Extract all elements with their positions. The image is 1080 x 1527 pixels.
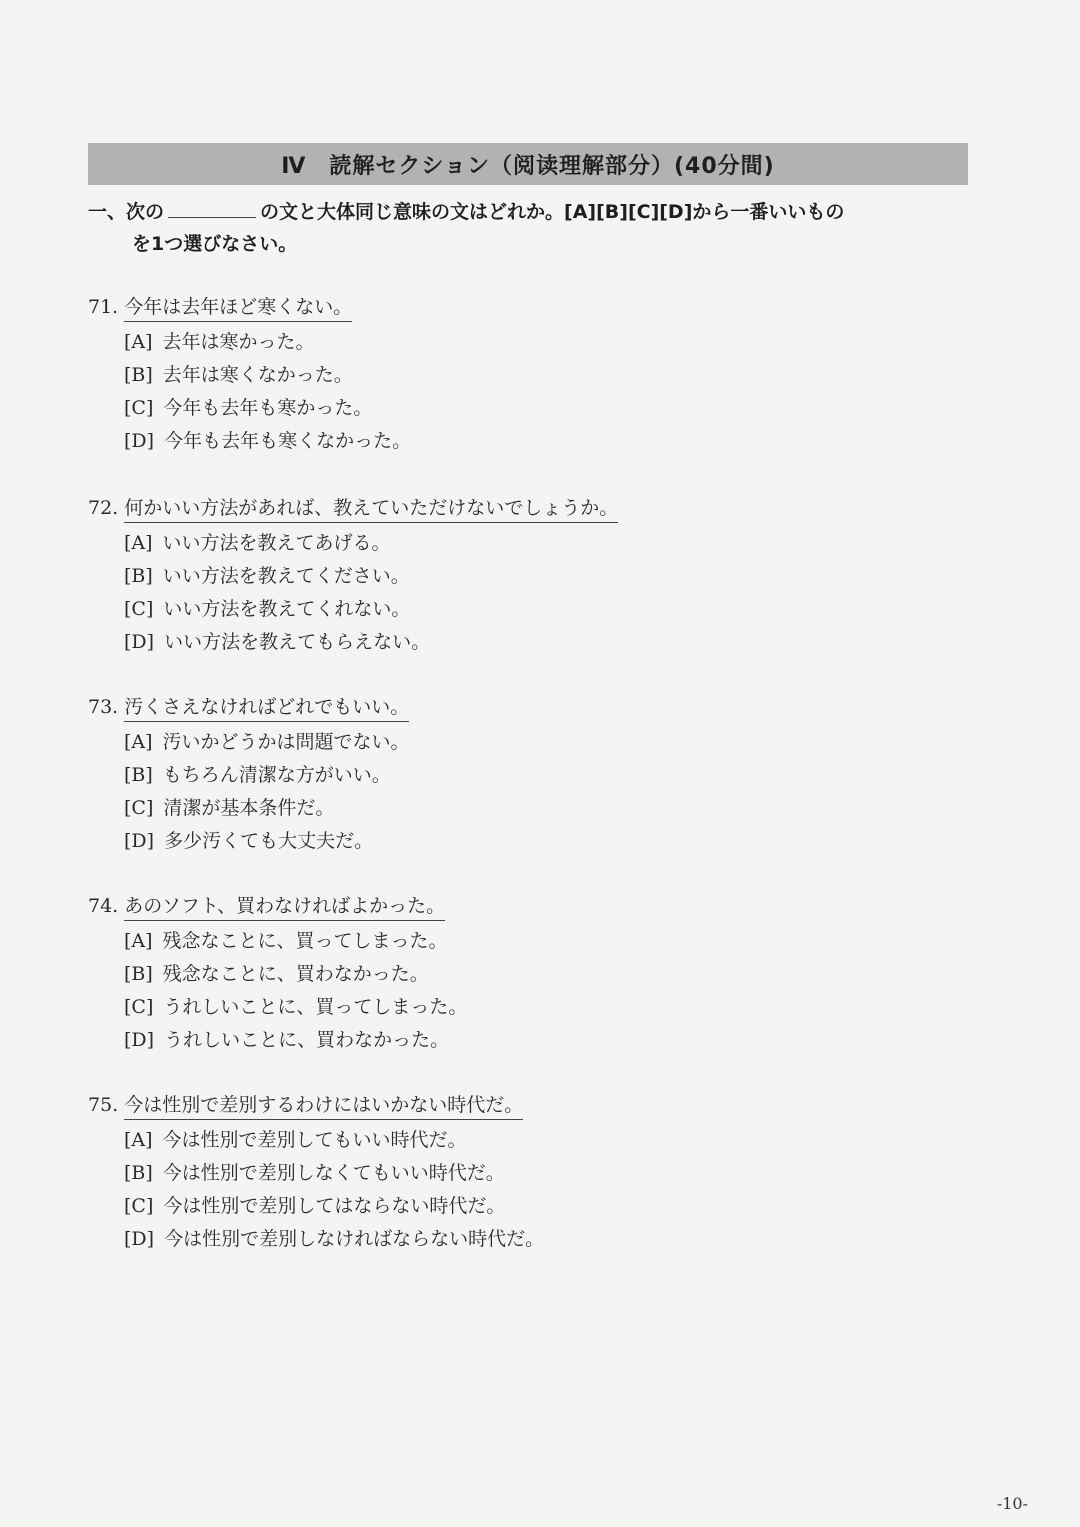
option-c[interactable]	[124, 392, 988, 425]
option-text: 去年は寒かった。	[162, 331, 315, 353]
option-letter: [C]	[124, 797, 154, 819]
option-text: 去年は寒くなかった。	[162, 364, 353, 386]
question-75	[88, 1090, 988, 1256]
option-letter: [D]	[124, 1228, 155, 1250]
option-c[interactable]	[124, 792, 988, 825]
option-c[interactable]	[124, 593, 988, 626]
option-d[interactable]	[124, 626, 988, 659]
question-73	[88, 692, 988, 858]
option-text: 残念なことに、買ってしまった。	[162, 930, 448, 952]
question-74	[88, 891, 988, 1057]
option-text: うれしいことに、買わなかった。	[164, 1029, 450, 1051]
option-letter: [A]	[124, 331, 153, 353]
question-stem: 汚くさえなければどれでもいい。	[124, 694, 409, 722]
option-letter: [C]	[124, 397, 154, 419]
option-a[interactable]	[124, 326, 988, 359]
page-number: -10-	[996, 1494, 1028, 1513]
option-text: 今年も去年も寒くなかった。	[164, 430, 412, 452]
option-letter: [B]	[124, 1162, 153, 1184]
option-a[interactable]	[124, 726, 988, 759]
question-stem: 今年は去年ほど寒くない。	[124, 294, 352, 322]
option-b[interactable]	[124, 1157, 988, 1190]
option-letter: [D]	[124, 631, 155, 653]
option-b[interactable]	[124, 359, 988, 392]
option-d[interactable]	[124, 825, 988, 858]
question-number: 71.	[88, 296, 119, 318]
option-letter: [C]	[124, 1195, 154, 1217]
option-c[interactable]	[124, 1190, 988, 1223]
option-text: 残念なことに、買わなかった。	[162, 963, 429, 985]
section-header	[88, 143, 968, 185]
question-71	[88, 292, 988, 458]
option-text: もちろん清潔な方がいい。	[162, 764, 391, 786]
question-stem: 何かいい方法があれば、教えていただけないでしょうか。	[124, 495, 618, 523]
option-text: いい方法を教えてくれない。	[163, 598, 411, 620]
option-text: うれしいことに、買ってしまった。	[163, 996, 468, 1018]
option-letter: [B]	[124, 764, 153, 786]
underline-blank	[168, 197, 256, 218]
instructions-part3: を1つ選びなさい。	[132, 233, 298, 255]
option-text: 多少汚くても大丈夫だ。	[164, 830, 374, 852]
option-text: いい方法を教えてもらえない。	[164, 631, 431, 653]
option-list	[124, 925, 988, 1057]
question-number: 74.	[88, 895, 119, 917]
option-c[interactable]	[124, 991, 988, 1024]
option-letter: [D]	[124, 430, 155, 452]
option-text: 清潔が基本条件だ。	[163, 797, 335, 819]
option-letter: [D]	[124, 1029, 155, 1051]
option-letter: [A]	[124, 532, 153, 554]
question-stem: あのソフト、買わなければよかった。	[124, 893, 445, 921]
question-number: 72.	[88, 497, 119, 519]
option-text: 汚いかどうかは問題でない。	[162, 731, 410, 753]
option-letter: [B]	[124, 364, 153, 386]
option-text: 今は性別で差別してもいい時代だ。	[162, 1129, 467, 1151]
instructions-part2: の文と大体同じ意味の文はどれか。[A][B][C][D]から一番いいもの	[260, 201, 845, 223]
option-letter: [A]	[124, 1129, 153, 1151]
question-stem: 今は性別で差別するわけにはいかない時代だ。	[124, 1092, 523, 1120]
option-a[interactable]	[124, 527, 988, 560]
option-letter: [C]	[124, 598, 154, 620]
section-title: Ⅳ 読解セクション（阅读理解部分）(40分間)	[281, 153, 775, 179]
option-letter: [B]	[124, 963, 153, 985]
question-number: 73.	[88, 696, 119, 718]
option-d[interactable]	[124, 1223, 988, 1256]
option-letter: [A]	[124, 930, 153, 952]
option-d[interactable]	[124, 1024, 988, 1057]
option-d[interactable]	[124, 425, 988, 458]
option-letter: [A]	[124, 731, 153, 753]
option-text: いい方法を教えてあげる。	[162, 532, 391, 554]
option-b[interactable]	[124, 560, 988, 593]
instructions-part1: 一、次の	[88, 201, 165, 223]
question-number: 75.	[88, 1094, 119, 1116]
option-a[interactable]	[124, 925, 988, 958]
question-72	[88, 493, 988, 659]
option-list	[124, 726, 988, 858]
option-text: 今は性別で差別しなくてもいい時代だ。	[162, 1162, 505, 1184]
option-letter: [D]	[124, 830, 155, 852]
option-a[interactable]	[124, 1124, 988, 1157]
instructions	[88, 196, 978, 260]
option-text: 今は性別で差別しなければならない時代だ。	[164, 1228, 545, 1250]
option-b[interactable]	[124, 759, 988, 792]
option-text: いい方法を教えてください。	[162, 565, 410, 587]
option-text: 今年も去年も寒かった。	[163, 397, 373, 419]
option-text: 今は性別で差別してはならない時代だ。	[163, 1195, 506, 1217]
option-list	[124, 326, 988, 458]
option-list	[124, 1124, 988, 1256]
option-letter: [B]	[124, 565, 153, 587]
option-b[interactable]	[124, 958, 988, 991]
option-letter: [C]	[124, 996, 154, 1018]
option-list	[124, 527, 988, 659]
